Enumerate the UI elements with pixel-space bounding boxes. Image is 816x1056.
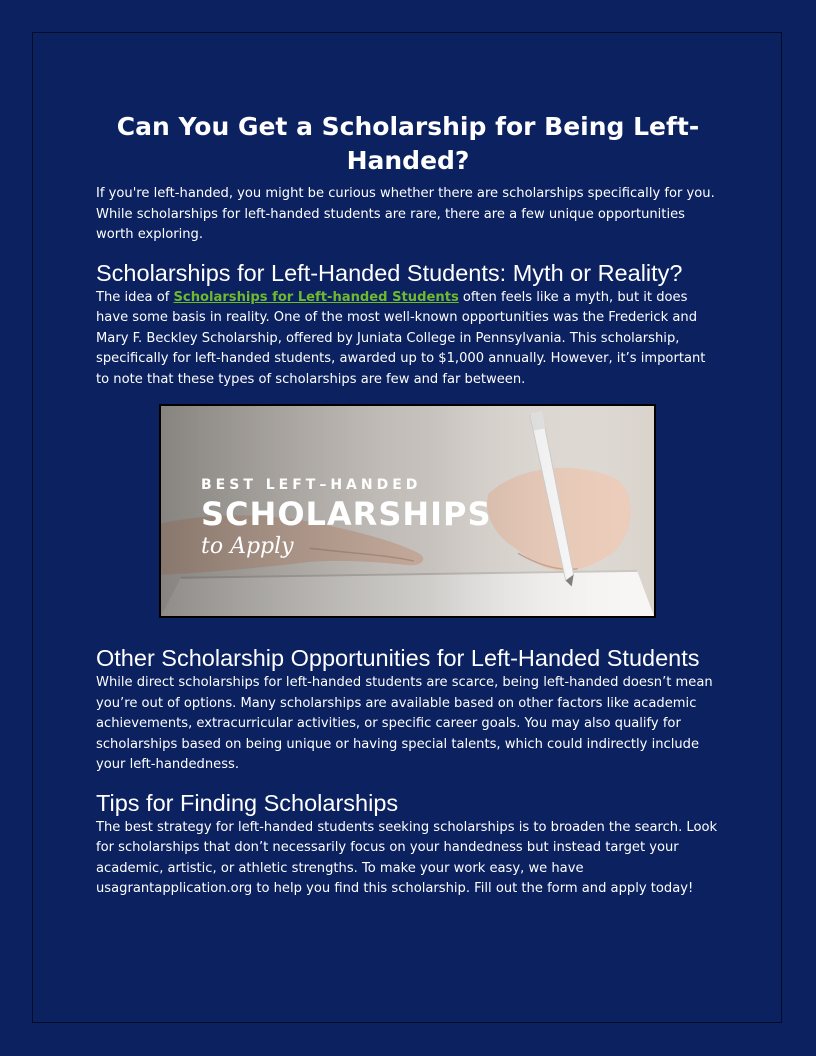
page-title: Can You Get a Scholarship for Being Left-Handed? <box>116 112 700 175</box>
section1-paragraph <box>96 288 720 391</box>
scholarships-link[interactable]: Scholarships for Left-handed Students <box>173 289 459 305</box>
banner-text <box>201 476 492 560</box>
intro-paragraph: If you're left-handed, you might be curious whether there are scholarships specifically for you. While scholarships for left-handed students are rare, there are a few unique opportunities worth exploring. <box>96 186 715 242</box>
banner-subtitle: to Apply <box>201 534 294 559</box>
section1-text-before-link: The idea of <box>96 289 174 305</box>
banner-kicker: BEST LEFT–HANDED <box>201 477 422 493</box>
section-heading-myth-or-reality: Scholarships for Left-Handed Students: Myth or Reality? <box>96 259 683 286</box>
section2-paragraph: While direct scholarships for left-handed students are scarce, being left-handed doesn’t mean you’re out of options. Many scholarships are available based on other factors like academic achievements, extracurricular activities, or specific career goals. You may also qualify for scholarships based on being unique or having special talents, which could indirectly include your left-handedness. <box>96 675 713 772</box>
section3-paragraph: The best strategy for left-handed students seeking scholarships is to broaden the search. Look for scholarships that don’t necessarily focus on your handedness but instead target your academic, artistic, or athletic strengths. To make your work easy, we have usagrantapplication.org to help you find this scholarship. Fill out the form and apply today! <box>96 819 718 896</box>
scholarship-banner-image <box>159 404 656 618</box>
section-heading-other-opportunities: Other Scholarship Opportunities for Left-Handed Students <box>96 645 700 671</box>
section-heading-tips: Tips for Finding Scholarships <box>96 789 399 816</box>
article <box>96 110 720 900</box>
banner-title: SCHOLARSHIPS <box>201 495 492 533</box>
section1-text-after-link: often feels like a myth, but it does have some basis in reality. One of the most well-known opportunities was the Frederick and Mary F. Beckley Scholarship, offered by Juniata College in Pennsylvania. This scholarship, specifically for left-handed students, awarded up to $1,000 annually. However, it’s important to note that these types of scholarships are few and far between. <box>96 289 706 387</box>
